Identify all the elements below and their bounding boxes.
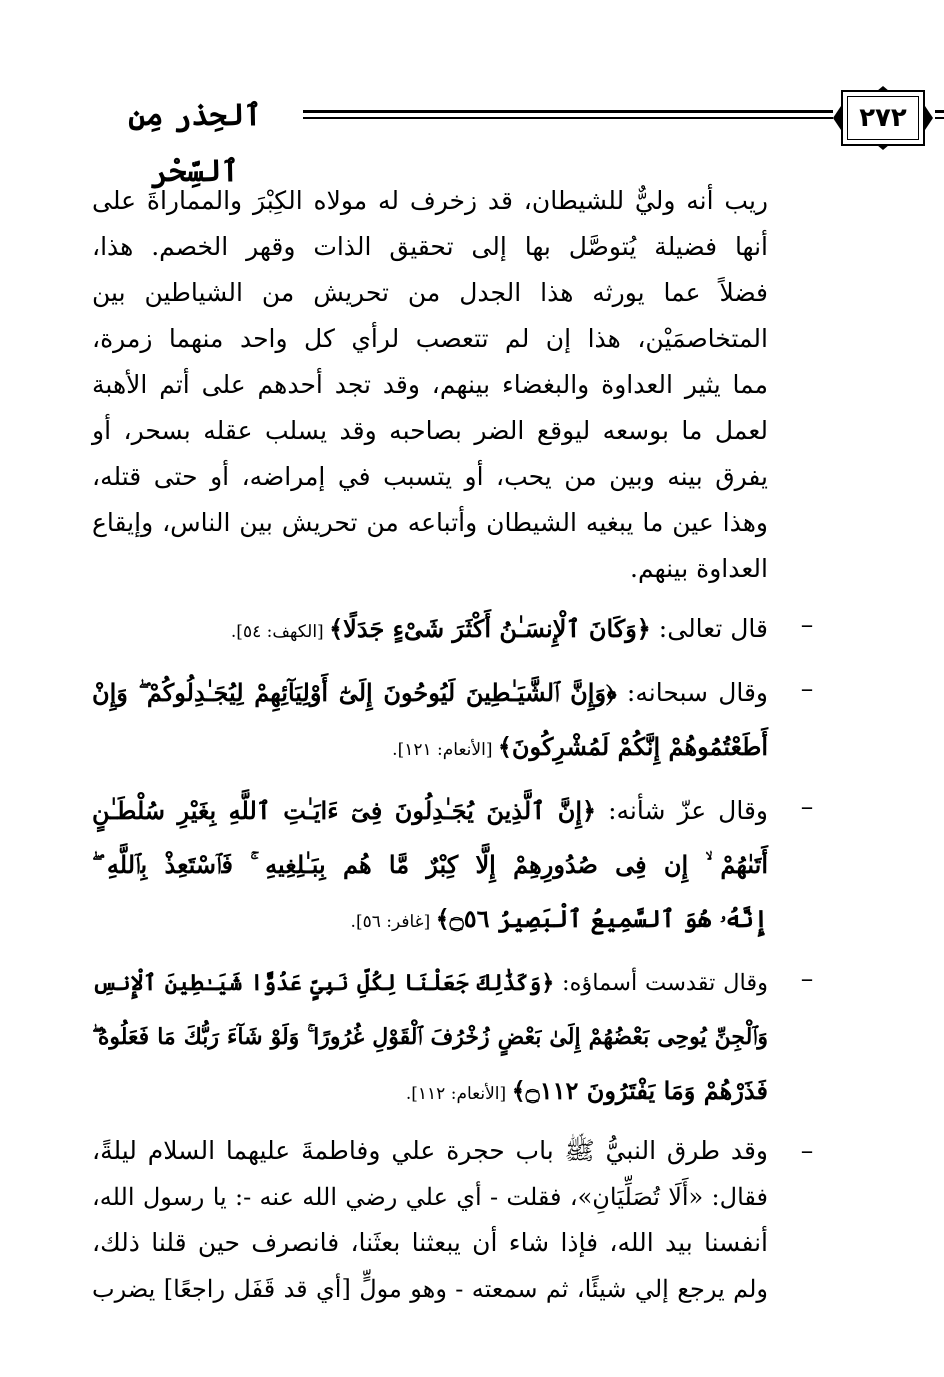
page-number-frame	[833, 86, 933, 150]
quran-verse: ﴿وَكَذَٰلِكَ جَعَلْنَا لِكُلِّ نَبِىٍّ عَدُوًّا شَيَـٰطِينَ ٱلْإِنسِ	[92, 970, 555, 996]
book-title: ٱلحِذر مِن ٱلسِّحْر	[128, 98, 262, 189]
item-line	[92, 720, 768, 774]
quran-verse: أَطَعْتُمُوهُمْ إِنَّكُمْ لَمُشْرِكُونَ﴾	[497, 732, 768, 761]
text-line: العداوة بينهم.	[630, 554, 768, 583]
item-line	[92, 784, 768, 838]
item-intro: وقال عزّ شأنه:	[596, 796, 768, 825]
list-dash: –	[800, 674, 814, 703]
item-line	[92, 602, 768, 656]
verse-reference: [غافر: ٥٦].	[350, 912, 436, 932]
text-line: أنها فضيلة يُتوصَّل بها إلى تحقيق الذات وقهر الخصم. هذا،	[92, 232, 768, 261]
quran-verse: فَذَرْهُمْ وَمَا يَفْتَرُونَ ۝١١٢﴾	[511, 1076, 768, 1105]
quran-verse: ﴿وَإِنَّ ٱلشَّيَـٰطِينَ لَيُوحُونَ إِلَىٰٓ أَوْلِيَآئِهِمْ لِيُجَـٰدِلُوكُمْ ۖ وَإِنْ	[92, 678, 617, 707]
list-dash: –	[800, 964, 814, 993]
page-body	[92, 178, 814, 1312]
quran-verse: وَٱلْجِنِّ يُوحِى بَعْضُهُمْ إِلَىٰ بَعْضٍ زُخْرُفَ ٱلْقَوْلِ غُرُورًا ۚ وَلَوْ شَآءَ رَبُّكَ مَا فَعَلُوهُ ۖ	[92, 1024, 768, 1050]
text-line: المتخاصمَيْن، هذا إن لم تتعصب لرأي كل واحد منهما زمرة،	[92, 324, 768, 353]
item-intro: قال تعالى:	[650, 614, 768, 643]
text-line: وقد طرق النبيُّ ﷺ باب حجرة علي وفاطمةَ عليهما السلام ليلةً،	[92, 1136, 768, 1165]
text-line: مما يثير العداوة والبغضاء بينهم، وقد تجد أحدهم على أتم الأهبة	[92, 370, 768, 399]
text-line: أنفسنا بيد الله، فإذا شاء أن يبعثنا بعثَنا، فانصرف حين قلنا ذلك،	[92, 1228, 768, 1257]
item-intro: وقال تقدست أسماؤه:	[554, 970, 768, 996]
quran-verse: ﴿وَكَانَ ٱلْإِنسَـٰنُ أَكْثَرَ شَىْءٍ جَدَلًا﴾	[329, 614, 651, 643]
running-header	[95, 86, 907, 189]
header-rule-right-1	[935, 110, 944, 113]
header-rule-right-2	[935, 117, 944, 119]
quran-verse: أَتَىٰهُمْ ۙ إِن فِى صُدُورِهِمْ إِلَّا كِبْرٌ مَّا هُم بِبَـٰلِغِيهِ ۚ فَٱسْتَعِذْ بِٱللَّهِ ۖ	[92, 850, 768, 879]
list-item-hadith	[92, 1128, 814, 1312]
item-line	[92, 666, 768, 720]
verse-reference: [الأنعام: ١١٢].	[405, 1084, 512, 1104]
list-dash: –	[800, 610, 814, 639]
text-line: ولم يرجع إلي شيئًا، ثم سمعته - وهو مولٍّ [أي قد قَفَل راجعًا] يضرب	[92, 1275, 768, 1303]
item-line	[92, 1064, 768, 1118]
item-line	[92, 956, 768, 1010]
item-line	[92, 892, 768, 946]
list-item	[92, 956, 814, 1118]
list-item	[92, 666, 814, 774]
list-item	[92, 784, 814, 946]
item-intro: وقال سبحانه:	[616, 678, 768, 707]
quran-verse: إِنَّهُۥ هُوَ ٱلسَّمِيعُ ٱلْبَصِيرُ ۝٥٦﴾	[435, 904, 768, 933]
text-line: يفرق بينه وبين من يحب، أو يتسبب في إمراضه، أو حتى قتله،	[92, 462, 768, 491]
text-line: لعمل ما بوسعه ليوقع الضر بصاحبه وقد يسلب عقله بسحر، أو	[92, 416, 768, 445]
verse-reference: [الأنعام: ١٢١].	[392, 740, 498, 760]
list-item	[92, 602, 814, 656]
text-line: وهذا عين ما يبغيه الشيطان وأتباعه من تحريش بين الناس، وإيقاع	[92, 508, 768, 537]
list-dash: –	[800, 1136, 814, 1165]
quran-verse: ﴿إِنَّ ٱلَّذِينَ يُجَـٰدِلُونَ فِىٓ ءَايَـٰتِ ٱللَّهِ بِغَيْرِ سُلْطَـٰنٍ	[92, 796, 597, 825]
item-line	[92, 1010, 768, 1064]
header-rule-left-2	[303, 117, 833, 119]
item-line	[92, 838, 768, 892]
text-line: فضلاً عما يورثه هذا الجدل من تحريش من الشياطين بين	[92, 278, 768, 307]
text-line: ريب أنه وليٌّ للشيطان، قد زخرف له مولاه الكِبْرَ والمماراةَ على	[92, 186, 768, 215]
header-rule-left-1	[303, 110, 833, 113]
page-number: ٢٧٢	[859, 103, 907, 133]
text-line: فقال: «أَلَا تُصَلِّيَانِ»، فقلت - أي علي رضي الله عنه -: يا رسول الله،	[92, 1183, 768, 1211]
list-dash: –	[800, 792, 814, 821]
paragraph	[92, 178, 768, 592]
verse-reference: [الكهف: ٥٤].	[230, 622, 330, 642]
